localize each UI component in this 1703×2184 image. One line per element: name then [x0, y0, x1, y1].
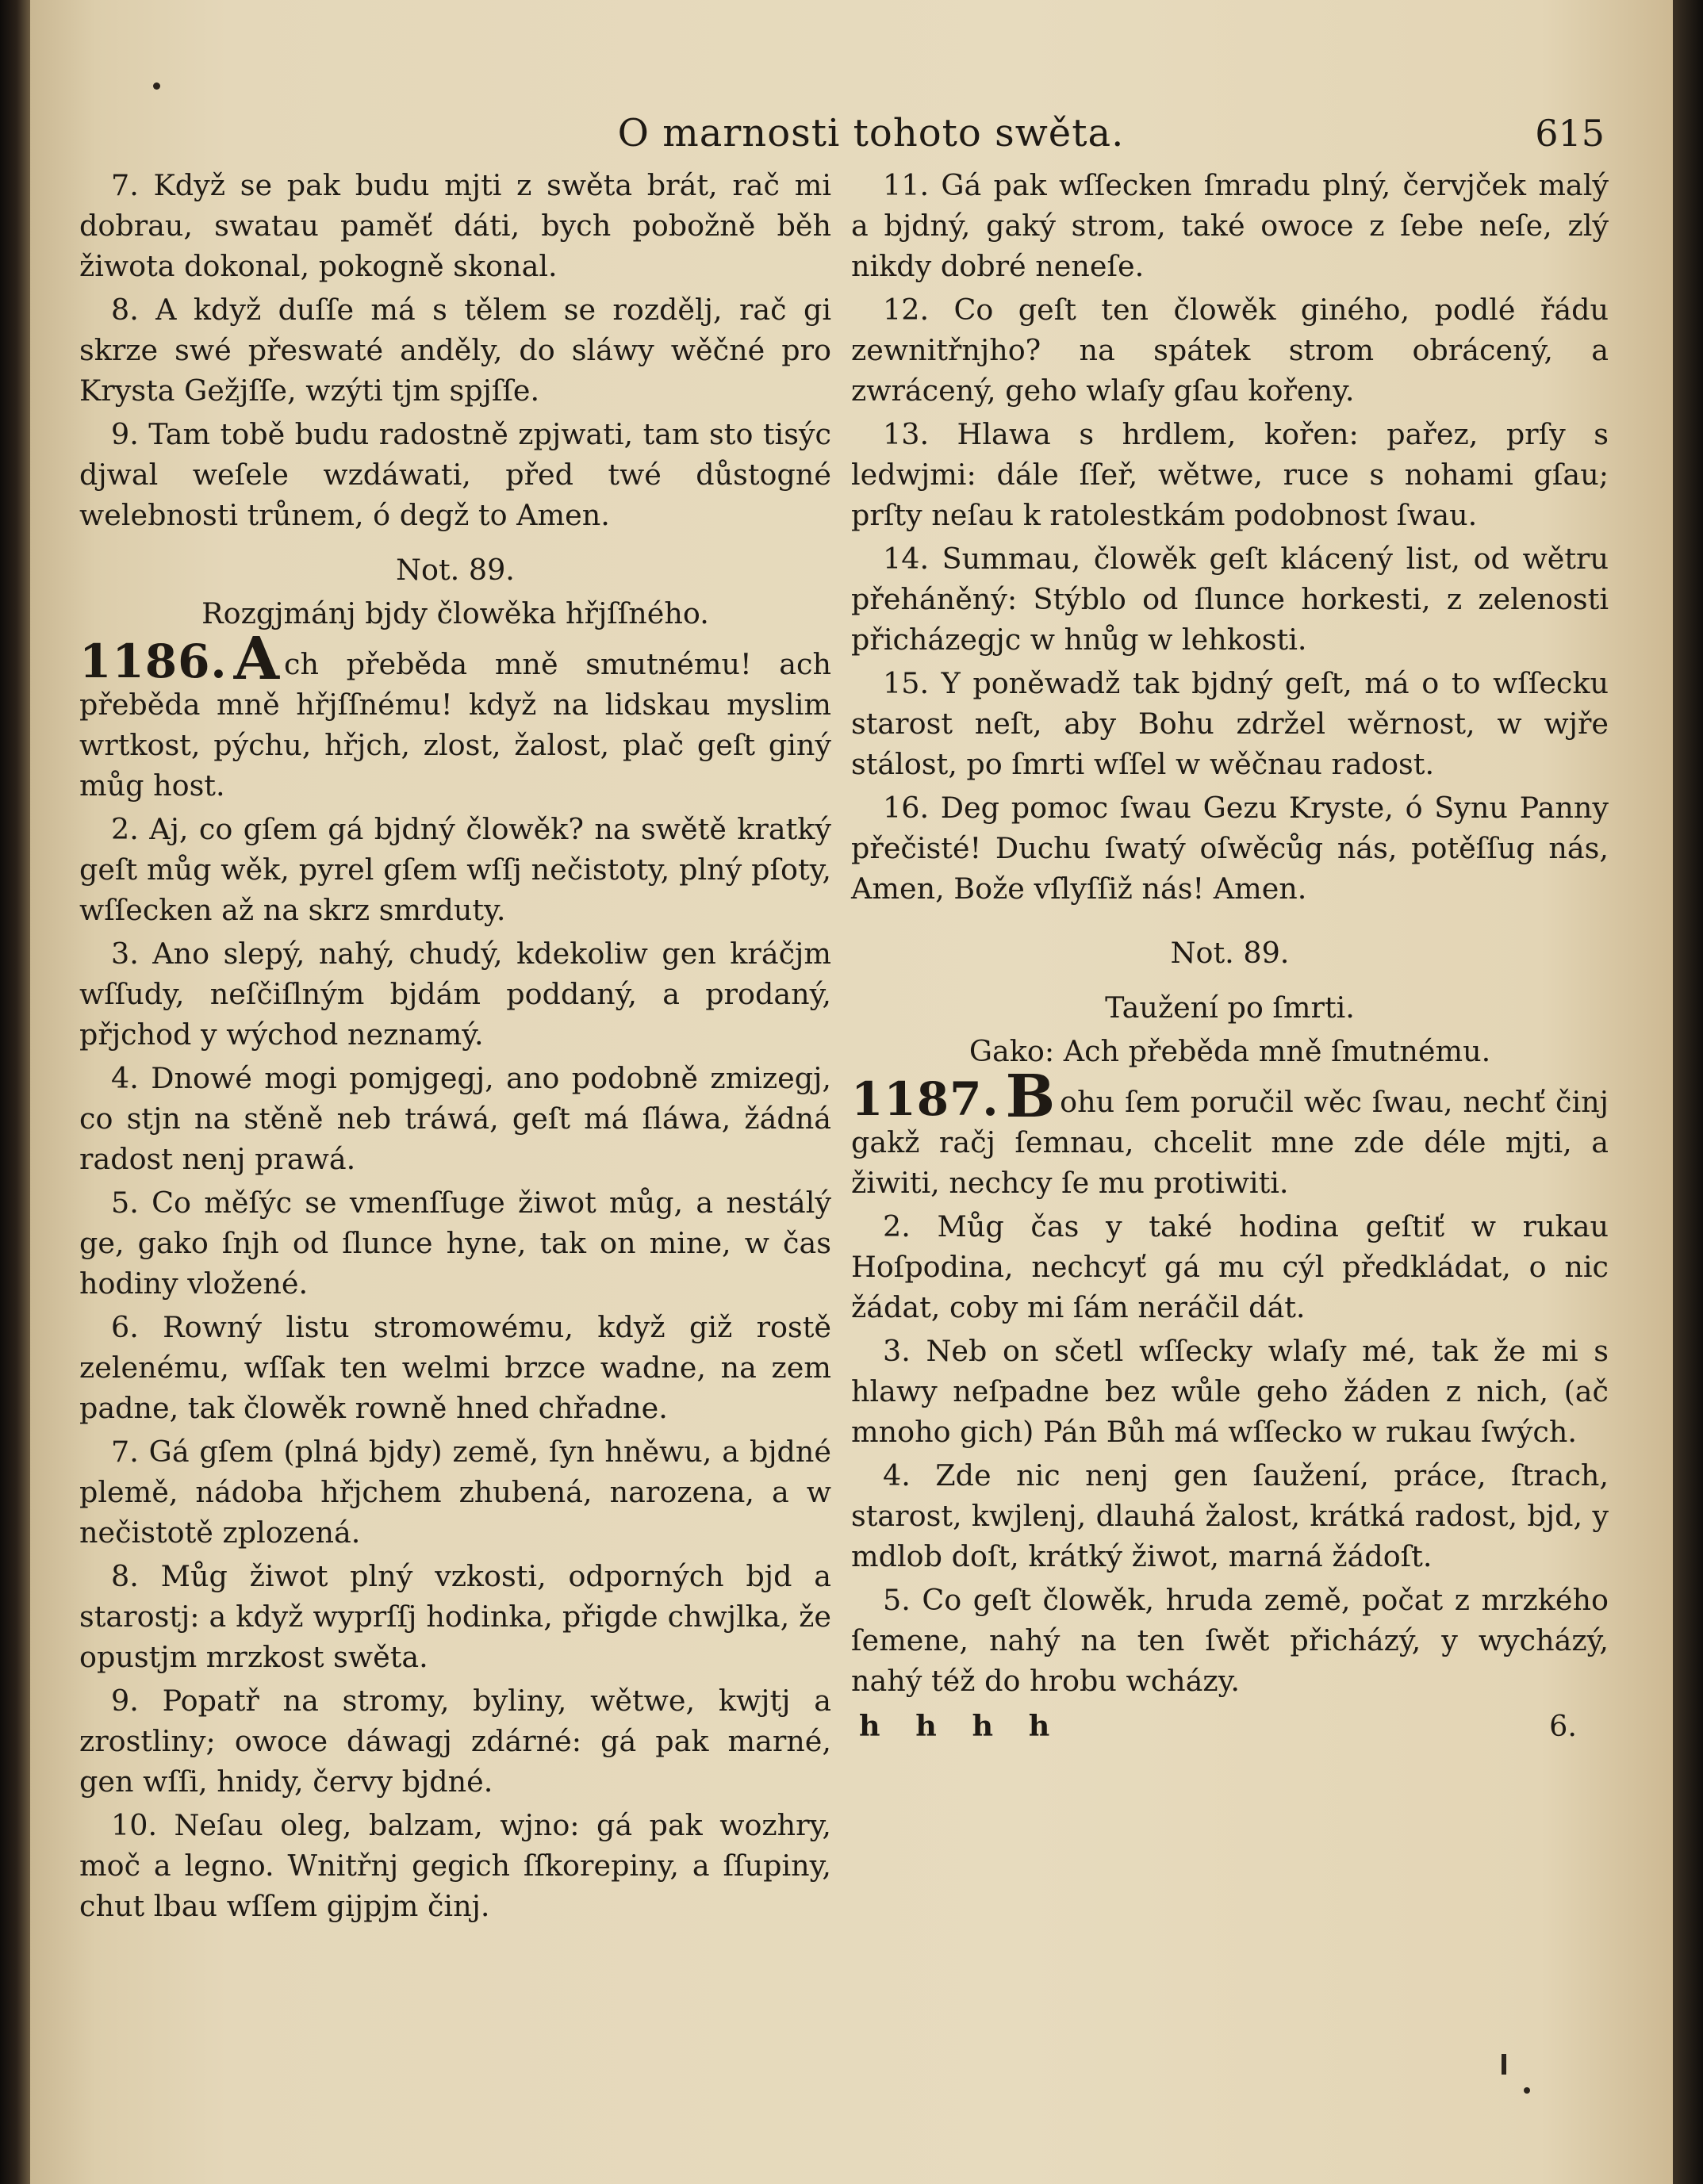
stanza: 3. Ano slepý, nahý, chudý, kdekoliw gen kráčjm wſſudy, neſčiſlným bjdám poddaný, a prodaný, přjchod y wýchod neznamý. — [79, 937, 831, 1052]
stanza: 5. Co geſt člowěk, hruda země, počat z mrzkého ſemene, nahý na ten ſwět přicházý, y wycházý, nahý též do hrobu wcházy. — [851, 1583, 1609, 1698]
catchword: 6. — [1549, 1709, 1577, 1743]
stanza: 9. Popatř na stromy, byliny, wětwe, kwjtj a zrostliny; owoce dáwagj zdárné: gá pak marné, gen wſſi, hnidy, červy bjdné. — [79, 1684, 831, 1799]
hymn-opening — [79, 625, 831, 806]
stanza-text: ohu ſem poručil wěc ſwau, nechť činj gakž račj ſemnau, chcelit mne zde déle mjti, a žiwiti, nechcy ſe mu protiwiti. — [851, 1085, 1609, 1200]
stanza: 9. Tam tobě budu radostně zpjwati, tam sto tisýc djwal weſele wzdáwati, před twé důstogné welebnosti trůnem, ó degž to Amen. — [79, 417, 831, 532]
tune-reference: Not. 89. — [396, 553, 515, 587]
ink-speck — [1524, 2087, 1530, 2094]
stanza: 3. Neb on sčetl wſſecky wlaſy mé, tak že mi s hlawy neſpadne bez wůle geho žáden z nich, (ač mnoho gich) Pán Bůh má wſſecko w rukau ſwých. — [851, 1334, 1609, 1449]
stanza: 4. Zde nic nenj gen ſaužení, práce, ſtrach, starost, kwjlenj, dlauhá žalost, krátká radost, bjd, y mdlob doſt, krátký žiwot, marná žádoſt. — [851, 1458, 1609, 1573]
left-column — [79, 165, 831, 1926]
stanza: 7. Gá gſem (plná bjdy) země, ſyn hněwu, a bjdné plemě, nádoba hřjchem zhubená, narozena, a w nečistotě zplozená. — [79, 1435, 831, 1550]
tune-name: Gako: Ach přeběda mně ſmutnému. — [968, 1034, 1491, 1068]
page-number: 615 — [1535, 112, 1605, 155]
stanza: 10. Neſau oleg, balzam, wjno: gá pak wozhry, moč a legno. Wnitřnj gegich ſſkorepiny, a ſſupiny, chut lbau wſſem gijpjm činj. — [79, 1808, 831, 1923]
page-footer — [851, 1706, 1609, 1746]
stanza: 4. Dnowé mogi pomjgegj, ano podobně zmizegj, co stjn na stěně neb tráwá, geſt má ſláwa, žádná radost nenj prawá. — [79, 1061, 831, 1176]
stanza: 14. Summau, člowěk geſt klácený list, od wětru přeháněný: Stýblo od ſlunce horkesti, z zelenosti přicházegjc w hnůg w lehkosti. — [851, 542, 1609, 657]
hymn-number: 1186. — [79, 634, 228, 688]
ink-speck — [1502, 2054, 1506, 2075]
right-column — [851, 165, 1609, 1746]
running-title: O marnosti tohoto swěta. — [617, 111, 1125, 155]
hymn-opening — [851, 1063, 1609, 1203]
stanza: 11. Gá pak wſſecken ſmradu plný, červjček malý a bjdný, gaký strom, také owoce z ſebe neſe, zlý nikdy dobré neneſe. — [851, 168, 1609, 283]
stanza: 8. Můg žiwot plný vzkosti, odporných bjd a starostj: a když wyprſſj hodinka, přigde chwjlka, že opustjm mrzkost swěta. — [79, 1559, 831, 1674]
tune-reference: Not. 89. — [1170, 936, 1290, 970]
hymn-title: Rozgjmánj bjdy člowěka hřjſſného. — [201, 596, 709, 630]
stanza: 7. Když se pak budu mjti z swěta brát, rač mi dobrau, swatau paměť dáti, bych pobožně běh žiwota dokonal, pokogně skonal. — [79, 168, 831, 283]
hymn-number: 1187. — [851, 1072, 999, 1126]
ink-speck — [153, 82, 160, 90]
stanza: 2. Můg čas y také hodina geſtiť w rukau Hoſpodina, nechcyť gá mu cýl předkládat, o nic žádat, coby mi ſám neráčil dát. — [851, 1209, 1609, 1324]
book-page — [30, 0, 1673, 2184]
stanza: 15. Y poněwadž tak bjdný geſt, má o to wſſecku starost neſt, aby Bohu zdržel wěrnost, w wjře stálost, po ſmrti wſſel w wěčnau radost. — [851, 666, 1609, 781]
stanza: 12. Co geſt ten člowěk giného, podlé řádu zewnitřnjho? na spátek strom obrácený, a zwrácený, geho wlaſy gſau kořeny. — [851, 293, 1609, 408]
stanza-text: ch přeběda mně smutnému! ach přeběda mně hřjſſnému! když na lidskau myslim wrtkost, pýchu, hřjch, zlost, žalost, plač geſt giný můg host. — [79, 647, 831, 803]
hymn-title: Taužení po ſmrti. — [1105, 990, 1355, 1025]
stanza: 8. A když duſſe má s tělem se rozdělj, rač gi skrze swé přeswaté anděly, do sláwy wěčné pro Krysta Gežjſſe, wzýti tjm spjſſe. — [79, 293, 831, 408]
stanza: 2. Aj, co gſem gá bjdný člowěk? na swětě kratký geſt můg wěk, pyrel gſem wſſj nečistoty, plný pſoty, wſſecken až na skrz smrduty. — [79, 812, 831, 927]
stanza: 5. Co měſýc se vmenſſuge žiwot můg, a nestálý ge, gako ſnjh od ſlunce hyne, tak on mine, w čas hodiny vložené. — [79, 1186, 831, 1301]
stanza: 16. Deg pomoc ſwau Gezu Kryste, ó Synu Panny přečisté! Duchu ſwatý oſwěcůg nás, potěſſug nás, Amen, Bože vſlyſſiž nás! Amen. — [851, 791, 1609, 906]
signature-mark: h h h h — [859, 1709, 1063, 1743]
stanza: 6. Rowný listu stromowému, když giž rostě zelenému, wſſak ten welmi brzce wadne, na zem padne, tak člowěk rowně hned chřadne. — [79, 1310, 831, 1425]
stanza: 13. Hlawa s hrdlem, kořen: pařez, prſy s ledwjmi: dále ſſeř, wětwe, ruce s nohami gſau; prſty neſau k ratolestkám podobnost ſwau. — [851, 417, 1609, 532]
page-edge-shadow — [1673, 0, 1703, 2184]
drop-initial: A — [233, 625, 280, 693]
book-spine — [0, 0, 30, 2184]
drop-initial: B — [1005, 1063, 1056, 1131]
